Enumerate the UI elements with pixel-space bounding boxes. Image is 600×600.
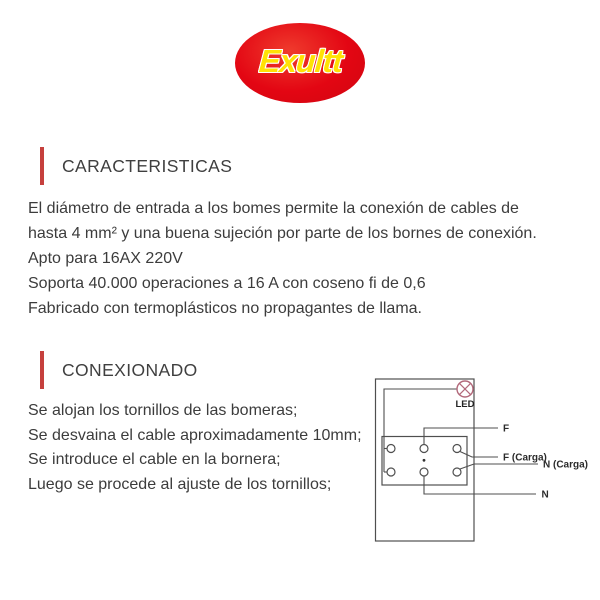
section-title: CONEXIONADO xyxy=(62,359,198,380)
f-carga-wire xyxy=(460,452,498,458)
caracteristicas-paragraph xyxy=(28,196,537,321)
brand-logo-text: Exultt xyxy=(257,42,343,79)
terminal xyxy=(453,445,461,453)
f-label: F xyxy=(503,423,510,435)
brand-logo xyxy=(235,23,365,103)
f-carga-label: F (Carga) xyxy=(503,452,547,464)
conexionado-paragraph xyxy=(28,399,362,497)
paragraph-line: El diámetro de entrada a los bomes permite la conexión de cables de xyxy=(28,200,519,217)
section-header-conexionado xyxy=(40,351,198,389)
paragraph-line: Luego se procede al ajuste de los tornillos; xyxy=(28,475,332,493)
accent-bar xyxy=(40,147,44,185)
terminal xyxy=(453,468,461,476)
terminal xyxy=(387,468,395,476)
n-carga-wire xyxy=(460,464,538,469)
paragraph-line: Se desvaina el cable aproximadamente 10mm; xyxy=(28,426,362,444)
paragraph-line: Se alojan los tornillos de las bomeras; xyxy=(28,402,298,419)
center-dot xyxy=(423,459,426,462)
paragraph-line: Fabricado con termoplásticos no propagantes de llama. xyxy=(28,300,422,317)
paragraph-line: Soporta 40.000 operaciones a 16 A con coseno fi de 0,6 xyxy=(28,275,426,292)
n-carga-label: N (Carga) xyxy=(543,459,589,471)
paragraph-line: Se introduce el cable en la bornera; xyxy=(28,451,281,468)
led-label: LED xyxy=(455,399,475,410)
paragraph-line: hasta 4 mm² y una buena sujeción por parte de los bornes de conexión. xyxy=(28,225,537,242)
n-label: N xyxy=(541,489,549,501)
led-wire xyxy=(384,389,457,472)
section-title: CARACTERISTICAS xyxy=(62,155,233,176)
accent-bar xyxy=(40,351,44,389)
terminal xyxy=(420,445,428,453)
terminal xyxy=(420,468,428,476)
section-header-caracteristicas xyxy=(40,147,232,185)
paragraph-line: Apto para 16AX 220V xyxy=(28,250,183,267)
terminal xyxy=(387,445,395,453)
wiring-diagram xyxy=(360,372,600,552)
